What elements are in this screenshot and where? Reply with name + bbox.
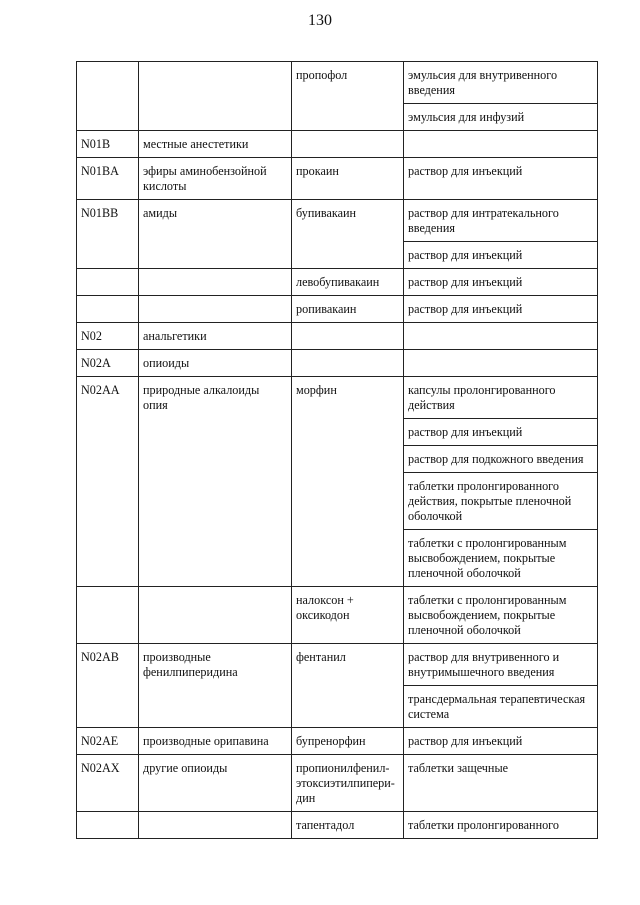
group-name-cell: эфиры аминобензойной кислоты (139, 158, 292, 200)
drug-name-cell: морфин (292, 377, 404, 587)
drug-name-cell: бупивакаин (292, 200, 404, 269)
group-name-cell: анальгетики (139, 323, 292, 350)
drug-name-cell: налоксон + оксикодон (292, 587, 404, 644)
group-name-cell (139, 587, 292, 644)
drug-name-cell (292, 131, 404, 158)
atc-code-cell: N02 (77, 323, 139, 350)
drug-name-cell (292, 350, 404, 377)
group-name-cell: местные анестетики (139, 131, 292, 158)
dosage-form-cell: таблетки с пролонгированным высвобождением, покрытые пленочной оболочкой (404, 587, 598, 644)
dosage-form-cell: раствор для инъекций (404, 158, 598, 200)
dosage-form-cell (404, 131, 598, 158)
table-row (77, 587, 598, 644)
table-row (77, 269, 598, 296)
atc-code-cell: N01BA (77, 158, 139, 200)
page-number: 130 (308, 12, 332, 29)
drug-name-cell: фентанил (292, 644, 404, 728)
group-name-cell: амиды (139, 200, 292, 269)
dosage-form-cell: раствор для инъекций (404, 728, 598, 755)
drug-name-cell: пропионилфенил-этоксиэтилпипери-дин (292, 755, 404, 812)
drug-name-cell: левобупивакаин (292, 269, 404, 296)
table-row (77, 131, 598, 158)
group-name-cell: другие опиоиды (139, 755, 292, 812)
table-row (77, 812, 598, 839)
dosage-form-cell: раствор для инъекций (404, 296, 598, 323)
atc-code-cell: N02AE (77, 728, 139, 755)
group-name-cell: производные фенилпиперидина (139, 644, 292, 728)
atc-code-cell: N02AX (77, 755, 139, 812)
group-name-cell (139, 269, 292, 296)
group-name-cell: природные алкалоиды опия (139, 377, 292, 587)
atc-code-cell: N01BB (77, 200, 139, 269)
table-row (77, 200, 598, 242)
table-row (77, 323, 598, 350)
table-row (77, 158, 598, 200)
dosage-form-cell: раствор для инъекций (404, 269, 598, 296)
dosage-form-cell (404, 350, 598, 377)
group-name-cell: производные орипавина (139, 728, 292, 755)
table-row (77, 377, 598, 419)
dosage-form-cell: раствор для внутривенного и внутримышечного введения (404, 644, 598, 686)
atc-code-cell: N02AB (77, 644, 139, 728)
drug-name-cell: бупренорфин (292, 728, 404, 755)
table-row (77, 755, 598, 812)
atc-code-cell (77, 812, 139, 839)
atc-code-cell (77, 269, 139, 296)
atc-code-cell: N02AA (77, 377, 139, 587)
table-row (77, 296, 598, 323)
dosage-form-cell (404, 323, 598, 350)
dosage-form-cell: таблетки пролонгированного (404, 812, 598, 839)
table-row (77, 728, 598, 755)
dosage-form-cell: капсулы пролонгированного действия (404, 377, 598, 419)
drug-name-cell: тапентадол (292, 812, 404, 839)
table-row (77, 350, 598, 377)
atc-code-cell (77, 62, 139, 131)
drug-name-cell: пропофол (292, 62, 404, 131)
atc-code-cell (77, 587, 139, 644)
atc-code-cell: N02A (77, 350, 139, 377)
drug-table (76, 61, 598, 839)
table-row (77, 62, 598, 104)
dosage-form-cell: таблетки защечные (404, 755, 598, 812)
drug-name-cell (292, 323, 404, 350)
group-name-cell (139, 812, 292, 839)
dosage-form-cell: раствор для инъекций (404, 242, 598, 269)
dosage-form-cell: раствор для подкожного введения (404, 446, 598, 473)
group-name-cell (139, 296, 292, 323)
group-name-cell (139, 62, 292, 131)
drug-name-cell: прокаин (292, 158, 404, 200)
dosage-form-cell: эмульсия для инфузий (404, 104, 598, 131)
group-name-cell: опиоиды (139, 350, 292, 377)
dosage-form-cell: трансдермальная терапевтическая система (404, 686, 598, 728)
atc-code-cell (77, 296, 139, 323)
dosage-form-cell: таблетки с пролонгированным высвобождением, покрытые пленочной оболочкой (404, 530, 598, 587)
drug-name-cell: ропивакаин (292, 296, 404, 323)
dosage-form-cell: таблетки пролонгированного действия, покрытые пленочной оболочкой (404, 473, 598, 530)
dosage-form-cell: эмульсия для внутривенного введения (404, 62, 598, 104)
table-row (77, 644, 598, 686)
atc-code-cell: N01B (77, 131, 139, 158)
dosage-form-cell: раствор для интратекального введения (404, 200, 598, 242)
dosage-form-cell: раствор для инъекций (404, 419, 598, 446)
